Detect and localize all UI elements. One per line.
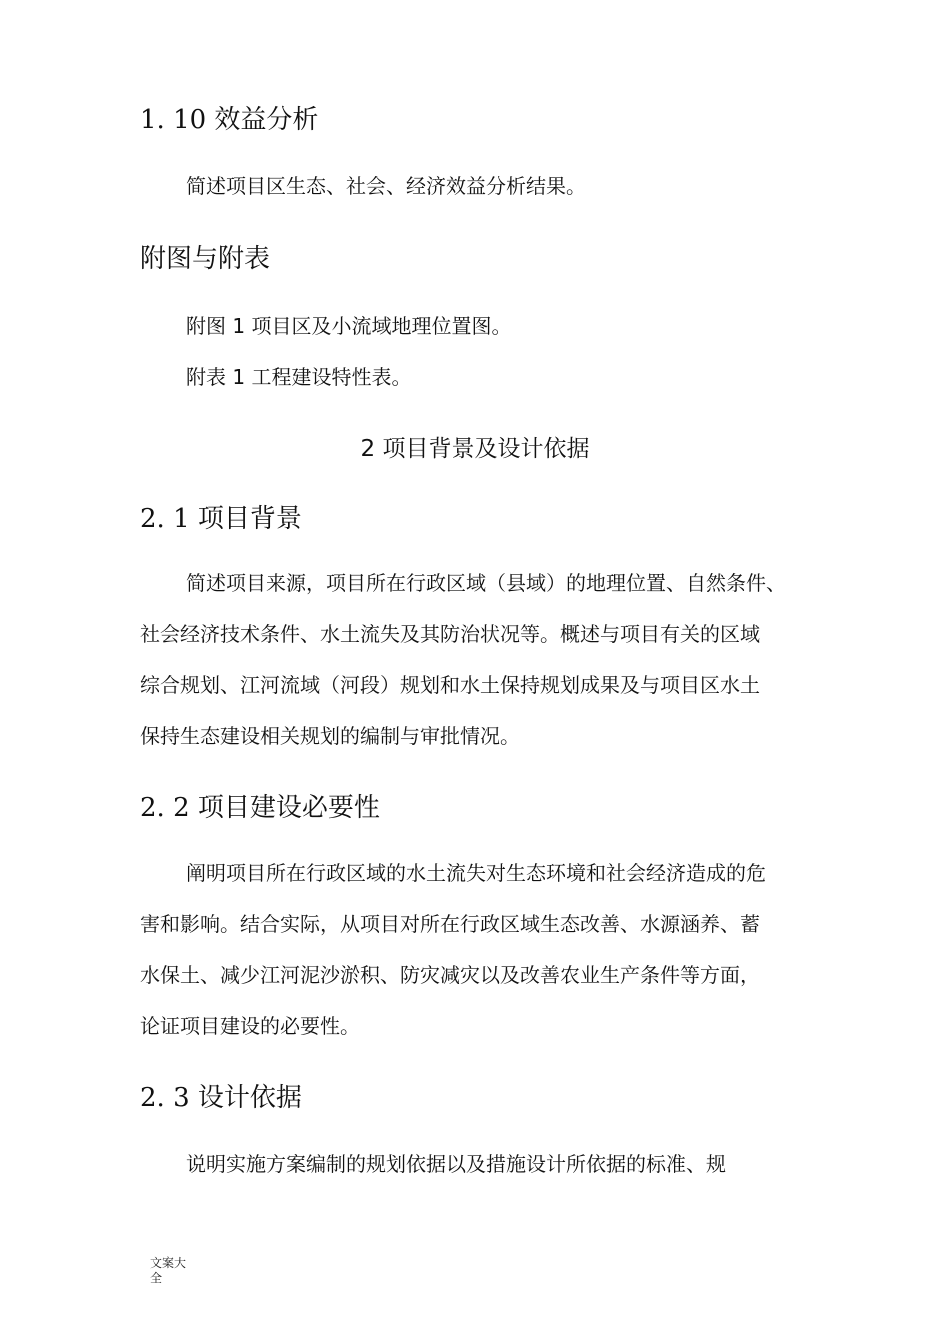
paragraph-line: 保持生态建设相关规划的编制与审批情况。 xyxy=(140,724,520,748)
section-2-2-heading: 2. 2 项目建设必要性 xyxy=(140,793,380,823)
section-2-3-heading: 2. 3 设计依据 xyxy=(140,1083,302,1113)
section-2-3-text: 说明实施方案编制的规划依据以及措施设计所依据的标准、规 xyxy=(186,1152,726,1176)
paragraph-line: 简述项目来源，项目所在行政区域（县域）的地理位置、自然条件、 xyxy=(186,571,786,595)
footer-line: 全 xyxy=(150,1271,163,1285)
paragraph-line: 论证项目建设的必要性。 xyxy=(140,1014,360,1038)
section-1-10-text: 简述项目区生态、社会、经济效益分析结果。 xyxy=(186,174,586,198)
chapter-2-title: 2 项目背景及设计依据 xyxy=(360,436,590,462)
appendix-item-figure-1: 附图 1 项目区及小流域地理位置图。 xyxy=(186,314,512,338)
paragraph-line: 害和影响。结合实际，从项目对所在行政区域生态改善、水源涵养、蓄 xyxy=(140,912,760,936)
section-2-1-paragraph xyxy=(140,570,840,774)
section-1-10-heading: 1. 10 效益分析 xyxy=(140,105,319,135)
appendix-heading: 附图与附表 xyxy=(140,244,271,274)
footer-watermark xyxy=(150,1256,200,1286)
footer-line: 文案大 xyxy=(150,1256,187,1270)
paragraph-line: 阐明项目所在行政区域的水土流失对生态环境和社会经济造成的危 xyxy=(186,861,766,885)
section-2-2-paragraph xyxy=(140,860,840,1064)
paragraph-line: 社会经济技术条件、水土流失及其防治状况等。概述与项目有关的区域 xyxy=(140,622,760,646)
paragraph-line: 水保土、减少江河泥沙淤积、防灾减灾以及改善农业生产条件等方面， xyxy=(140,963,760,987)
appendix-item-table-1: 附表 1 工程建设特性表。 xyxy=(186,365,412,389)
paragraph-line: 综合规划、江河流域（河段）规划和水土保持规划成果及与项目区水土 xyxy=(140,673,760,697)
section-2-1-heading: 2. 1 项目背景 xyxy=(140,504,302,534)
